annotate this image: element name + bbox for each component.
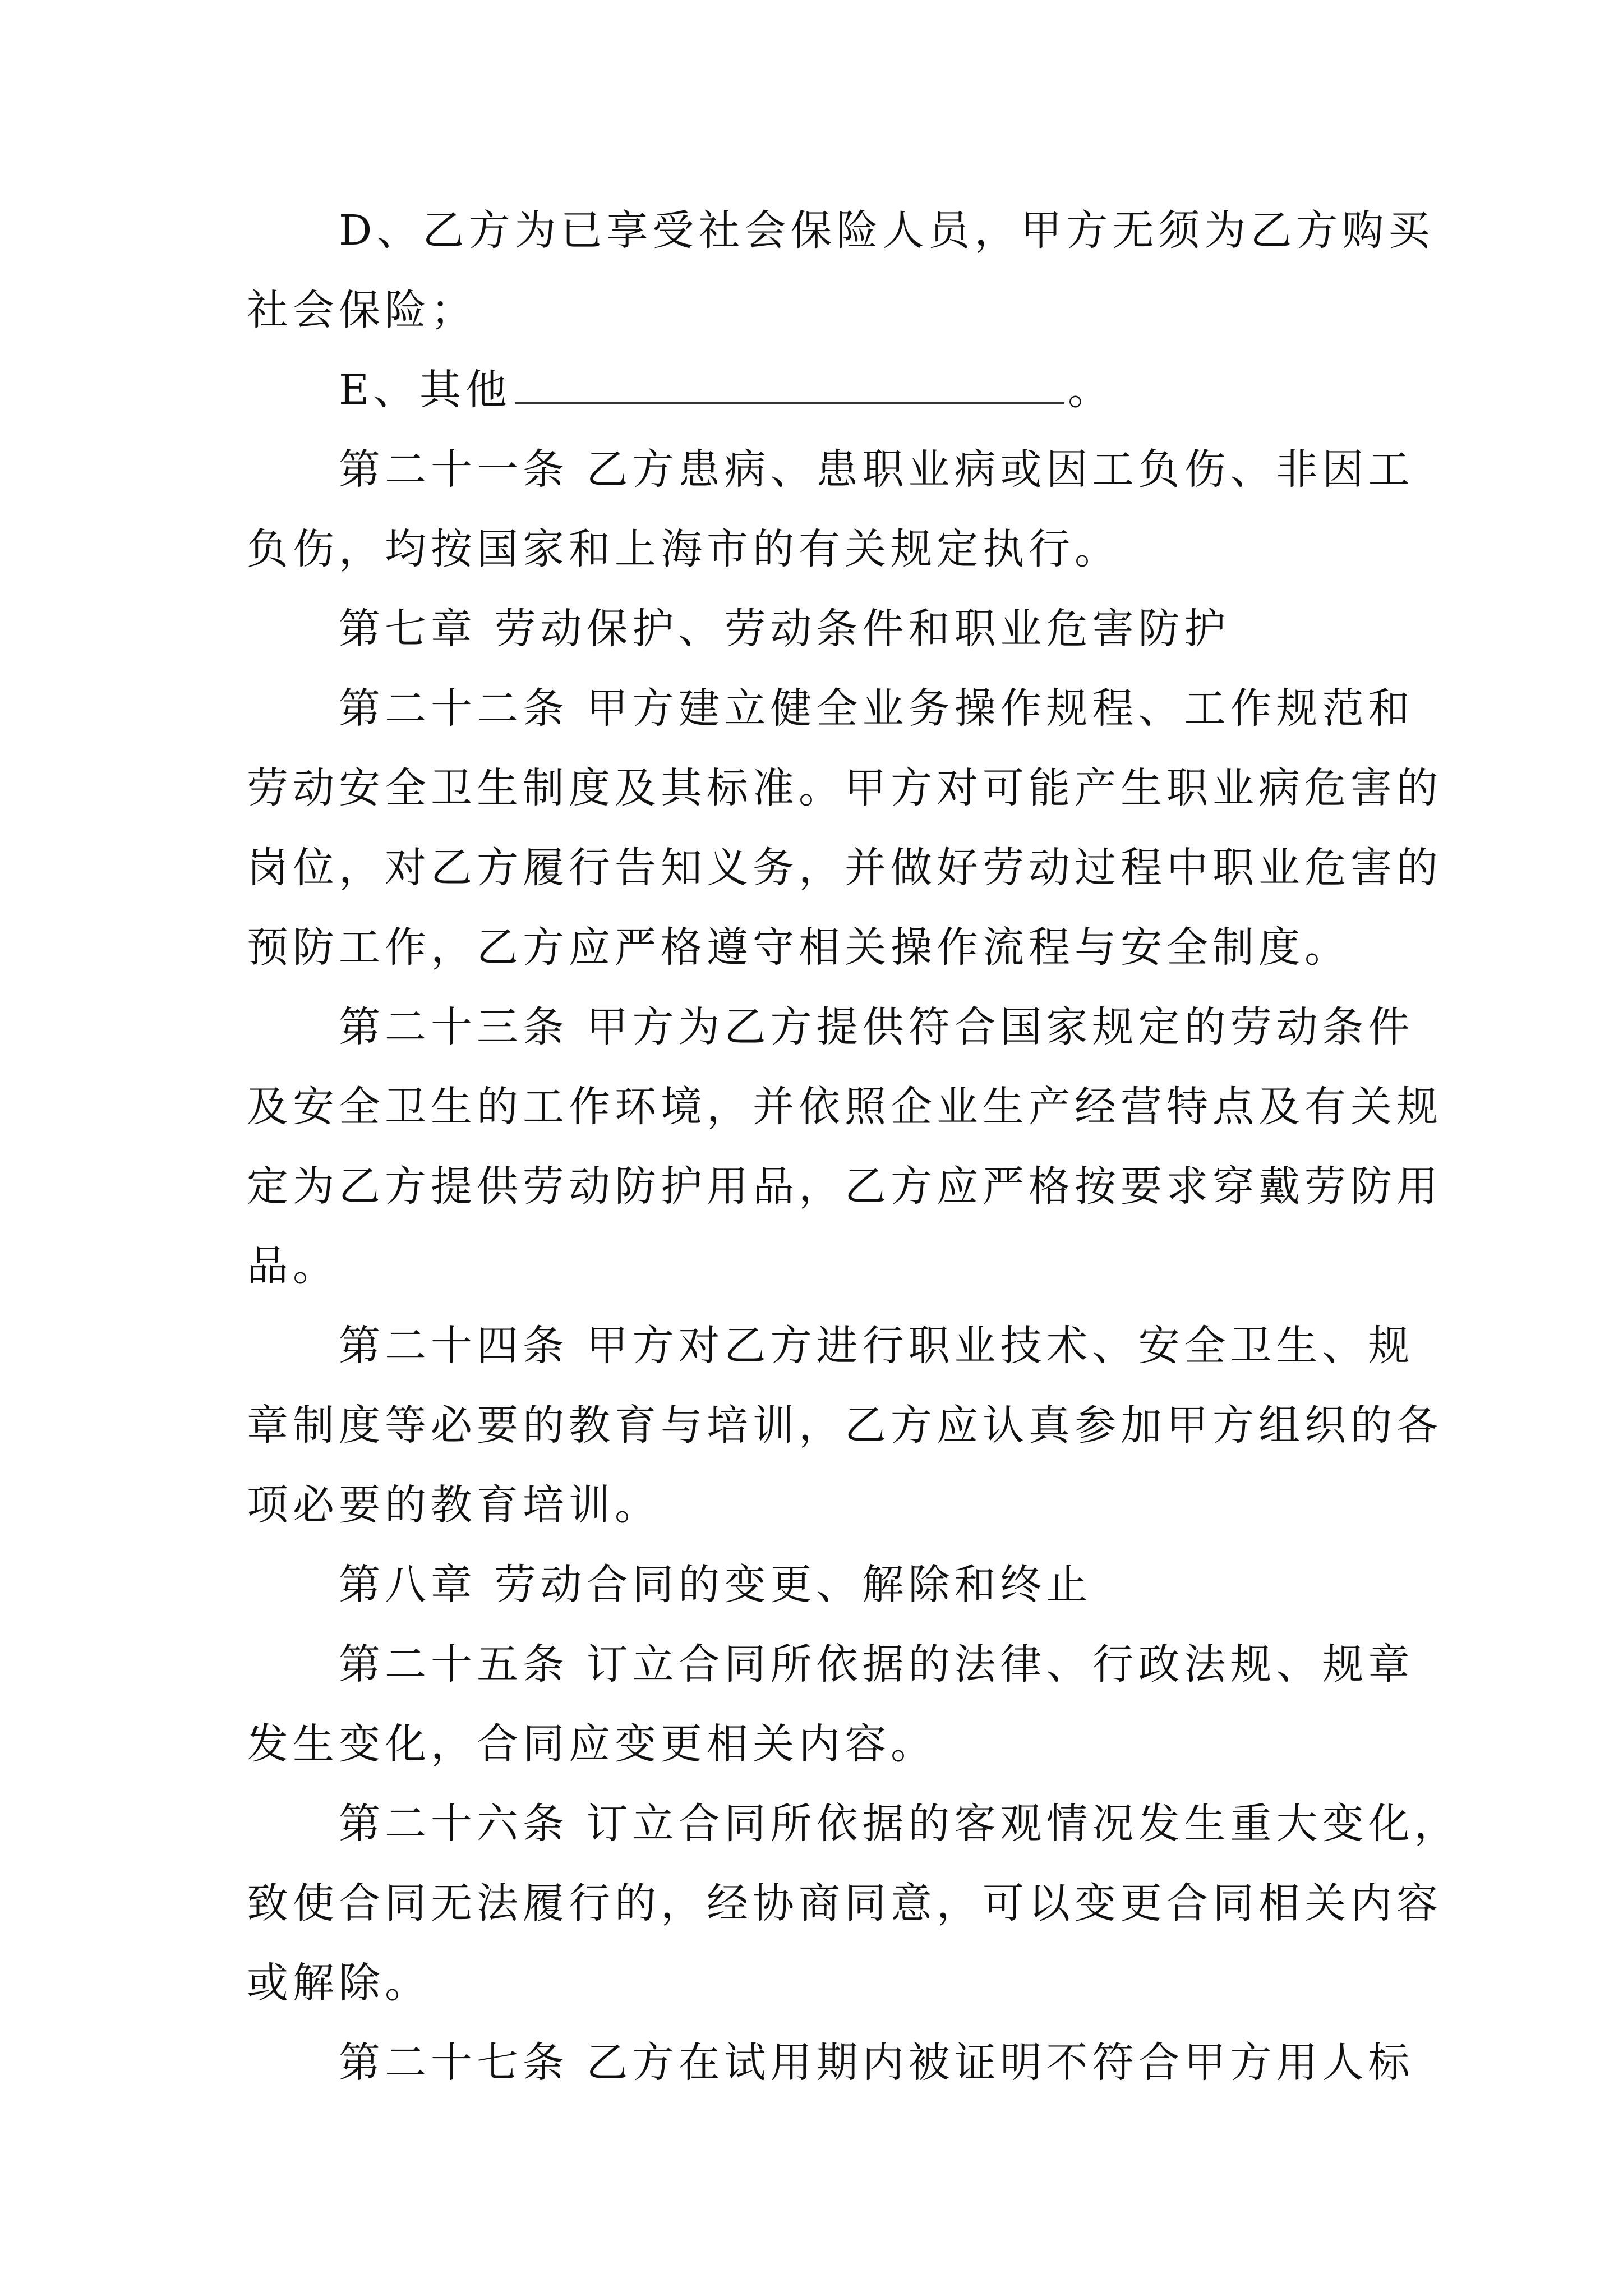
paragraph-line: 岗位，对乙方履行告知义务，并做好劳动过程中职业危害的 — [247, 844, 1442, 892]
article-24 — [247, 1306, 1442, 1545]
chapter-8-heading — [247, 1545, 1380, 1625]
fill-in-blank — [515, 397, 1064, 404]
item-e-end: 。 — [1068, 366, 1114, 414]
article-22 — [247, 669, 1442, 987]
paragraph-line: 第二十六条 订立合同所依据的客观情况发生重大变化， — [339, 1800, 1460, 1848]
chapter-7-heading — [247, 589, 1380, 669]
paragraph-line: 社会保险； — [247, 286, 477, 334]
paragraph-d — [247, 191, 1435, 350]
article-21 — [247, 430, 1414, 589]
item-e-label: E、其他 — [339, 366, 512, 414]
paragraph-e — [247, 350, 1380, 430]
paragraph-line: 致使合同无法履行的，经协商同意，可以变更合同相关内容 — [247, 1879, 1442, 1927]
paragraph-line: 第二十四条 甲方对乙方进行职业技术、安全卫生、规 — [339, 1322, 1414, 1370]
paragraph-line: 定为乙方提供劳动防护用品，乙方应严格按要求穿戴劳防用 — [247, 1162, 1442, 1211]
document-body — [247, 191, 1460, 2102]
paragraph-line: 第二十一条 乙方患病、患职业病或因工负伤、非因工 — [339, 445, 1414, 494]
paragraph-line: 预防工作，乙方应严格遵守相关操作流程与安全制度。 — [247, 923, 1350, 972]
paragraph-line: 项必要的教育培训。 — [247, 1481, 661, 1529]
paragraph-line — [247, 350, 1380, 430]
article-25 — [247, 1625, 1414, 1784]
article-23 — [247, 987, 1442, 1306]
paragraph-line: 章制度等必要的教育与培训，乙方应认真参加甲方组织的各 — [247, 1401, 1442, 1450]
paragraph-line: 第二十二条 甲方建立健全业务操作规程、工作规范和 — [339, 684, 1414, 733]
article-27 — [247, 2023, 1414, 2102]
paragraph-line: 第二十三条 甲方为乙方提供符合国家规定的劳动条件 — [339, 1003, 1414, 1051]
paragraph-line: 品。 — [247, 1242, 339, 1290]
paragraph-line: D、乙方为已享受社会保险人员，甲方无须为乙方购买 — [339, 206, 1435, 255]
chapter-title: 第七章 劳动保护、劳动条件和职业危害防护 — [339, 605, 1230, 653]
article-26 — [247, 1784, 1460, 2023]
chapter-title: 第八章 劳动合同的变更、解除和终止 — [339, 1561, 1092, 1609]
paragraph-line: 负伤，均按国家和上海市的有关规定执行。 — [247, 525, 1121, 573]
paragraph-line: 及安全卫生的工作环境，并依照企业生产经营特点及有关规 — [247, 1083, 1442, 1131]
paragraph-line: 劳动安全卫生制度及其标准。甲方对可能产生职业病危害的 — [247, 764, 1442, 812]
paragraph-line: 或解除。 — [247, 1959, 431, 2007]
paragraph-line: 第二十七条 乙方在试用期内被证明不符合甲方用人标 — [339, 2039, 1414, 2087]
paragraph-line: 第二十五条 订立合同所依据的法律、行政法规、规章 — [339, 1640, 1414, 1688]
paragraph-line: 发生变化，合同应变更相关内容。 — [247, 1720, 937, 1768]
